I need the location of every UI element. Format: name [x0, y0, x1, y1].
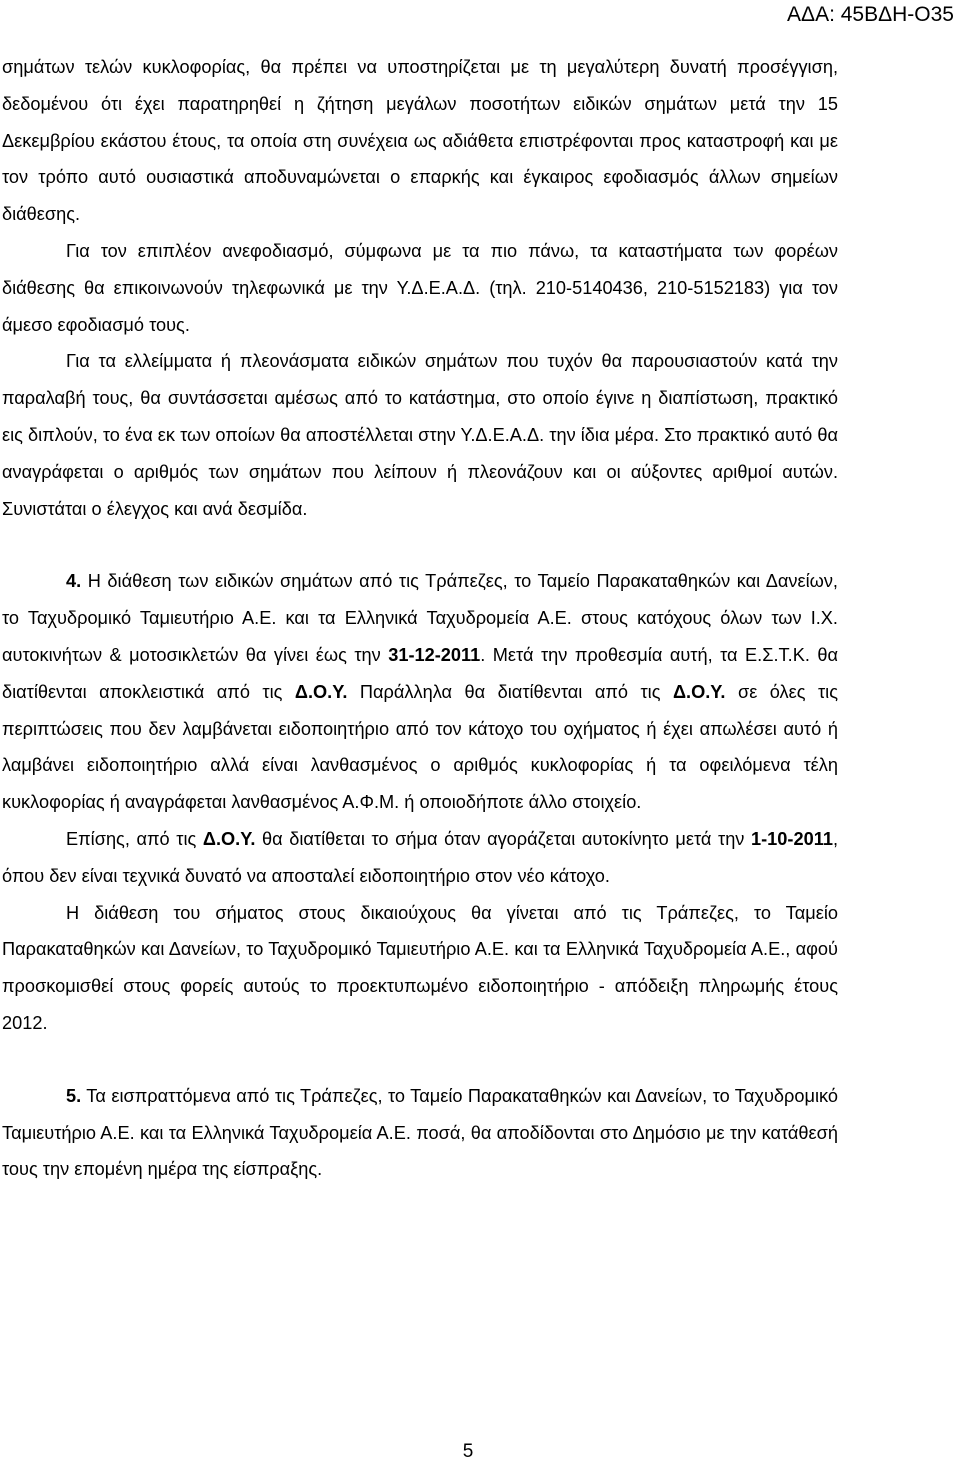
paragraph-7-text: Τα εισπραττόμενα από τις Τράπεζες, το Ταμείο Παρακαταθηκών και Δανείων, το Ταχυδρομικό Ταμιευτήριο Α.Ε. και τα Ελληνικά Ταχυδρομεία Α.Ε. ποσά, θα αποδίδονται στο Δημόσιο με την κατάθεσή τους την επομένη ημέρα της είσπραξης.: [2, 1085, 838, 1180]
document-body: [2, 49, 838, 1188]
page-number: 5: [462, 1441, 474, 1462]
item-number-5: 5.: [66, 1085, 82, 1106]
paragraph-4-text-c: Παράλληλα θα διατίθενται από τις: [347, 681, 673, 702]
doy-reference: Δ.Ο.Υ.: [672, 681, 726, 702]
paragraph-5-text-c: , όπου δεν είναι τεχνικά δυνατό να αποσταλεί ειδοποιητήριο στον νέο κάτοχο.: [2, 828, 838, 886]
paragraph-5-text-a: Επίσης, από τις: [66, 828, 203, 849]
item-number-4: 4.: [66, 571, 82, 592]
paragraph-4: [2, 563, 838, 821]
paragraph-5-text-b: θα διατίθεται το σήμα όταν αγοράζεται αυτοκίνητο μετά την: [255, 828, 752, 849]
spacer: [2, 527, 838, 563]
paragraph-7: [2, 1078, 838, 1188]
paragraph-2: Για τον επιπλέον ανεφοδιασμό, σύμφωνα με τα πιο πάνω, τα καταστήματα των φορέων διάθεσης θα επικοινωνούν τηλεφωνικά με την Υ.Δ.Ε.Α.Δ. (τηλ. 210-5140436, 210-5152183) για τον άμεσο εφοδιασμό τους.: [2, 240, 838, 335]
paragraph-4-text-a: Η διάθεση των ειδικών σημάτων από τις Τράπεζες, το Ταμείο Παρακαταθηκών και Δανείων, το Ταχυδρομικό Ταμιευτήριο Α.Ε. και τα Ελληνικά Ταχυδρομεία Α.Ε. στους κατόχους όλων των Ι.Χ. αυτοκινήτων & μοτοσικλετών θα γίνει έως την: [2, 571, 838, 665]
doy-reference: Δ.Ο.Υ.: [294, 681, 348, 702]
paragraph-4-text-b: . Μετά την προθεσμία αυτή, τα Ε.Σ.Τ.Κ. θα διατίθενται αποκλειστικά από τις: [2, 644, 838, 702]
doy-reference: Δ.Ο.Υ.: [202, 828, 256, 849]
purchase-date: 1-10-2011: [751, 828, 833, 849]
paragraph-3: Για τα ελλείμματα ή πλεονάσματα ειδικών σημάτων που τυχόν θα παρουσιαστούν κατά την παραλαβή τους, θα συντάσσεται αμέσως από το κατάστημα, στο οποίο έγινε η διαπίστωση, πρακτικό εις διπλούν, το ένα εκ των οποίων θα αποστέλλεται στην Υ.Δ.Ε.Α.Δ. την ίδια μέρα. Στο πρακτικό αυτό θα αναγράφεται ο αριθμός των σημάτων που λείπουν ή πλεονάζουν και οι αύξοντες αριθμοί αυτών. Συνιστάται ο έλεγχος και ανά δεσμίδα.: [2, 351, 838, 519]
deadline-date: 31-12-2011: [388, 644, 481, 665]
spacer: [2, 1042, 838, 1078]
paragraph-5: [2, 821, 838, 895]
paragraph-4-text-d: σε όλες τις περιπτώσεις που δεν λαμβάνεται ειδοποιητήριο από τον κάτοχο του οχήματος ή έχει απωλέσει αυτό ή λαμβάνει ειδοποιητήριο αλλά είναι λανθασμένος ο αριθμός κυκλοφορίας ή τα οφειλόμενα τέλη κυκλοφορίας ή αναγράφεται λανθασμένος Α.Φ.Μ. ή οποιοδήποτε άλλο στοιχείο.: [2, 681, 838, 813]
paragraph-6: Η διάθεση του σήματος στους δικαιούχους θα γίνεται από τις Τράπεζες, το Ταμείο Παρακαταθηκών και Δανείων, το Ταχυδρομικό Ταμιευτήριο Α.Ε. και τα Ελληνικά Ταχυδρομεία Α.Ε., αφού προσκομισθεί στους φορείς αυτούς το προεκτυπωμένο ειδοποιητήριο - απόδειξη πληρωμής έτους 2012.: [2, 902, 838, 1033]
paragraph-1: σημάτων τελών κυκλοφορίας, θα πρέπει να υποστηρίζεται με τη μεγαλύτερη δυνατή προσέγγιση, δεδομένου ότι έχει παρατηρηθεί η ζήτηση μεγάλων ποσοτήτων ειδικών σημάτων μετά την 15 Δεκεμβρίου εκάστου έτους, τα οποία στη συνέχεια ως αδιάθετα επιστρέφονται προς καταστροφή και με τον τρόπο αυτό ουσιαστικά αποδυναμώνεται ο επαρκής και έγκαιρος εφοδιασμός άλλων σημείων διάθεσης.: [2, 57, 838, 225]
ada-code: ΑΔΑ: 45ΒΔΗ-Ο35: [787, 3, 954, 26]
